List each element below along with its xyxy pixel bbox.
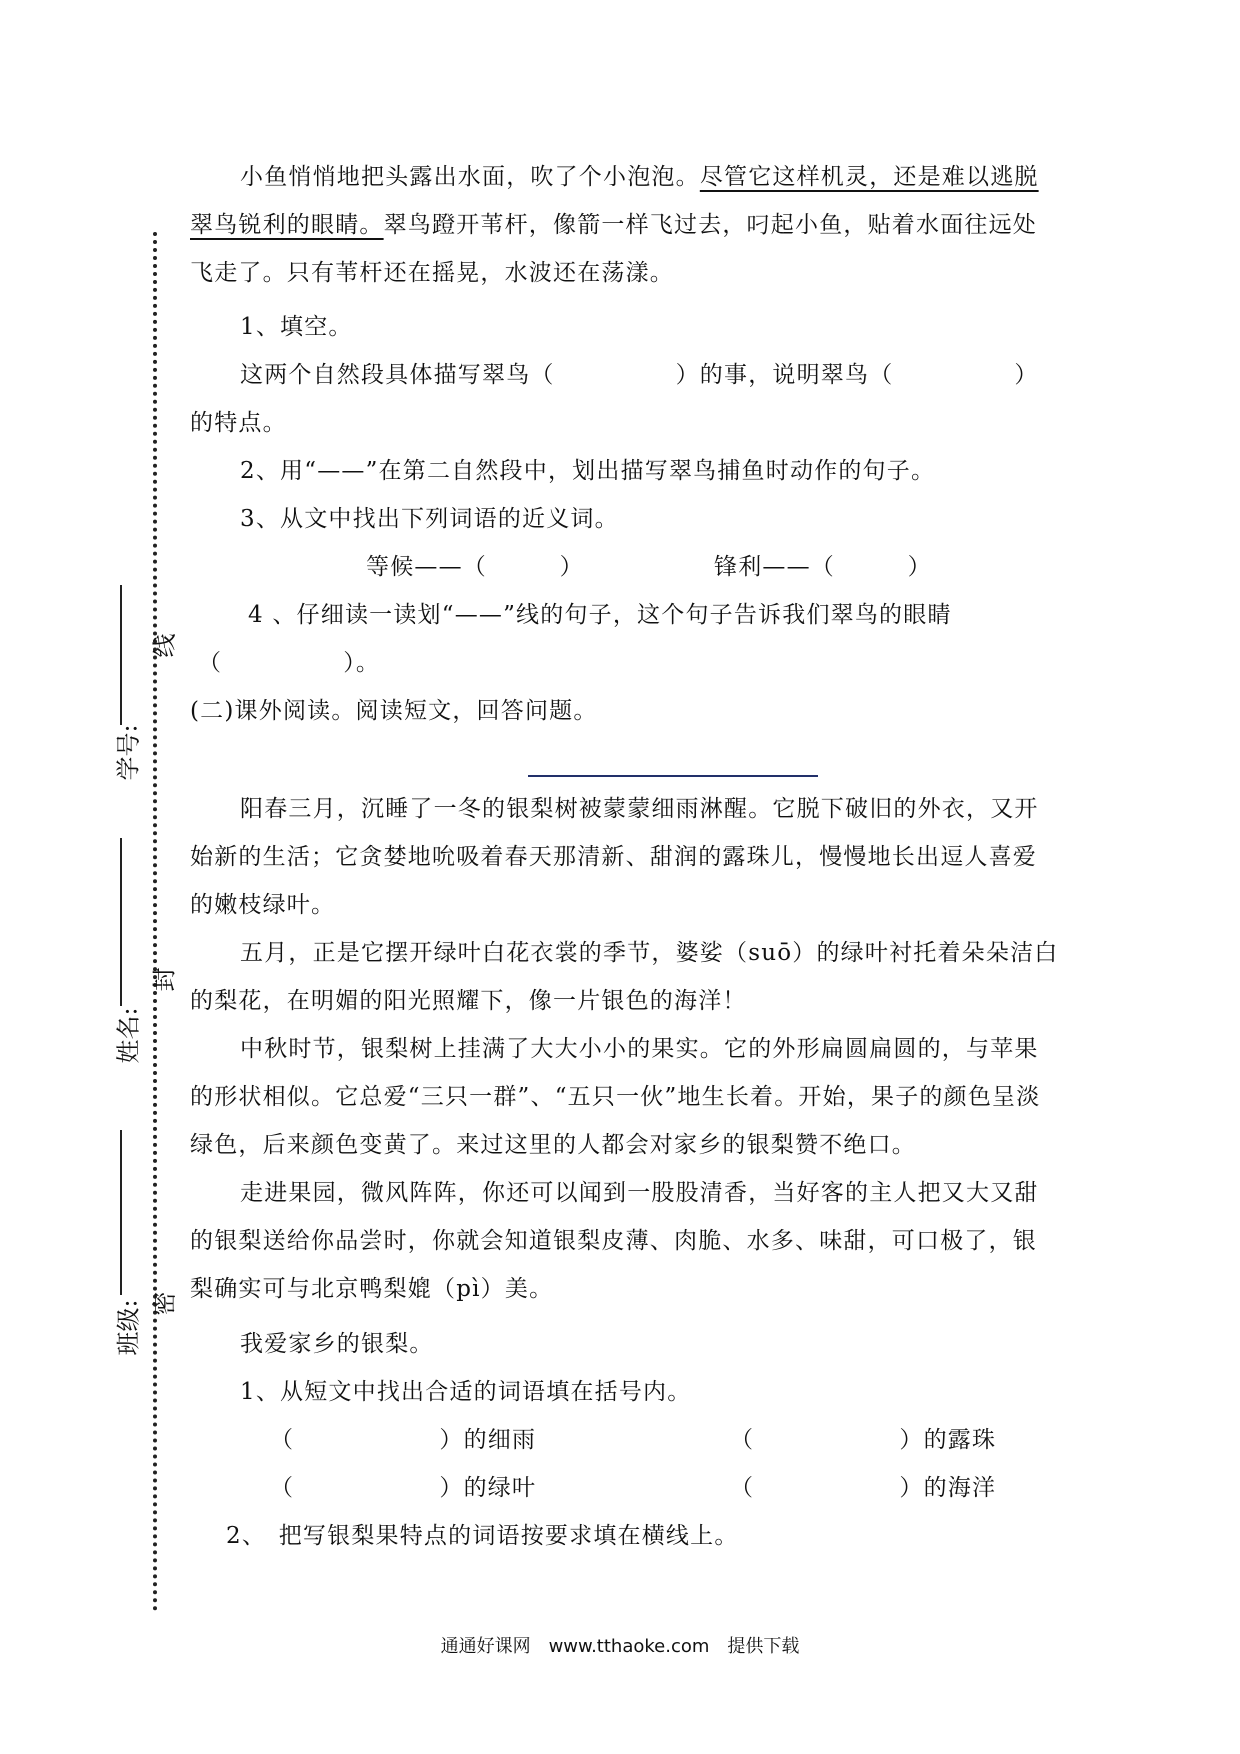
passage1-text-b: 翠鸟蹬开苇杆，像箭一样飞过去，叼起小鱼，贴着水面往远处飞走了。只有苇杆还在摇晃，水波还在荡漾。 [190, 212, 1038, 286]
q3-text: 3、从文中找出下列词语的近义词。 [240, 506, 619, 532]
page-footer: 通通好课网 www.tthaoke.com 提供下载 [440, 1636, 800, 1657]
q3-word-1: 等候——（ ） [366, 554, 584, 580]
passage1-text-a: 小鱼悄悄地把头露出水面，吹了个小泡泡。 [240, 164, 700, 190]
student-number-label: 学号: [114, 724, 143, 781]
binding-dotted-line [153, 232, 157, 1612]
seal-char-mi: 密 [150, 1291, 179, 1316]
seal-char-xian: 线 [150, 633, 179, 658]
fill-blank-2: （ ）的露珠 [730, 1427, 997, 1453]
q2-1-text: 1、从短文中找出合适的词语填在括号内。 [240, 1379, 692, 1405]
q1-text: 这两个自然段具体描写翠鸟（ ）的事，说明翠鸟（ ） [240, 362, 1039, 388]
passage1-underlined-sentence: 尽管它这样机灵，还是难以逃脱翠鸟锐利的眼睛。 [190, 164, 1039, 238]
fill-blank-1: （ ）的细雨 [270, 1427, 537, 1453]
passage2-paragraph-5: 我爱家乡的银梨。 [240, 1331, 434, 1357]
name-blank [120, 838, 122, 1006]
fill-blank-4: （ ）的海洋 [730, 1475, 997, 1501]
name-label: 姓名: [114, 1007, 143, 1064]
class-label: 班级: [114, 1299, 143, 1356]
passage-title-blank [528, 775, 818, 777]
student-number-blank [120, 585, 122, 725]
passage2-paragraph-4: 走进果园，微风阵阵，你还可以闻到一股股清香，当好客的主人把又大又甜的银梨送给你品尝时，你就会知道银梨皮薄、肉脆、水多、味甜，可口极了，银梨确实可与北京鸭梨媲（pì）美。 [190, 1180, 1039, 1302]
q4-text-cont: （ ）。 [198, 650, 381, 676]
passage2-paragraph-2: 五月，正是它摆开绿叶白花衣裳的季节，婆娑（suō）的绿叶衬托着朵朵洁白的梨花，在明媚的阳光照耀下，像一片银色的海洋！ [190, 940, 1059, 1014]
fill-blank-3: （ ）的绿叶 [270, 1475, 537, 1501]
q1-title: 1、填空。 [240, 314, 353, 340]
section2-heading: (二)课外阅读。阅读短文，回答问题。 [190, 698, 598, 724]
passage2-paragraph-1: 阳春三月，沉睡了一冬的银梨树被蒙蒙细雨淋醒。它脱下破旧的外衣，又开始新的生活；它贪婪地吮吸着春天那清新、甜润的露珠儿，慢慢地长出逗人喜爱的嫩枝绿叶。 [190, 796, 1039, 918]
q1-text-cont: 的特点。 [190, 410, 287, 436]
seal-char-feng: 封 [150, 967, 179, 992]
q3-word-2: 锋利——（ ） [714, 554, 932, 580]
passage2-paragraph-3: 中秋时节，银梨树上挂满了大大小小的果实。它的外形扁圆扁圆的，与苹果的形状相似。它总爱“三只一群”、“五只一伙”地生长着。开始，果子的颜色呈淡绿色，后来颜色变黄了。来过这里的人都会对家乡的银梨赞不绝口。 [190, 1036, 1041, 1158]
passage1-paragraph [190, 153, 1060, 297]
q2-text: 2、用“——”在第二自然段中，划出描写翠鸟捕鱼时动作的句子。 [240, 458, 936, 484]
q4-text: 4 、仔细读一读划“——”线的句子，这个句子告诉我们翠鸟的眼睛 [248, 602, 952, 628]
q2-2-text: 2、 把写银梨果特点的词语按要求填在横线上。 [226, 1523, 739, 1549]
class-blank [120, 1130, 122, 1295]
